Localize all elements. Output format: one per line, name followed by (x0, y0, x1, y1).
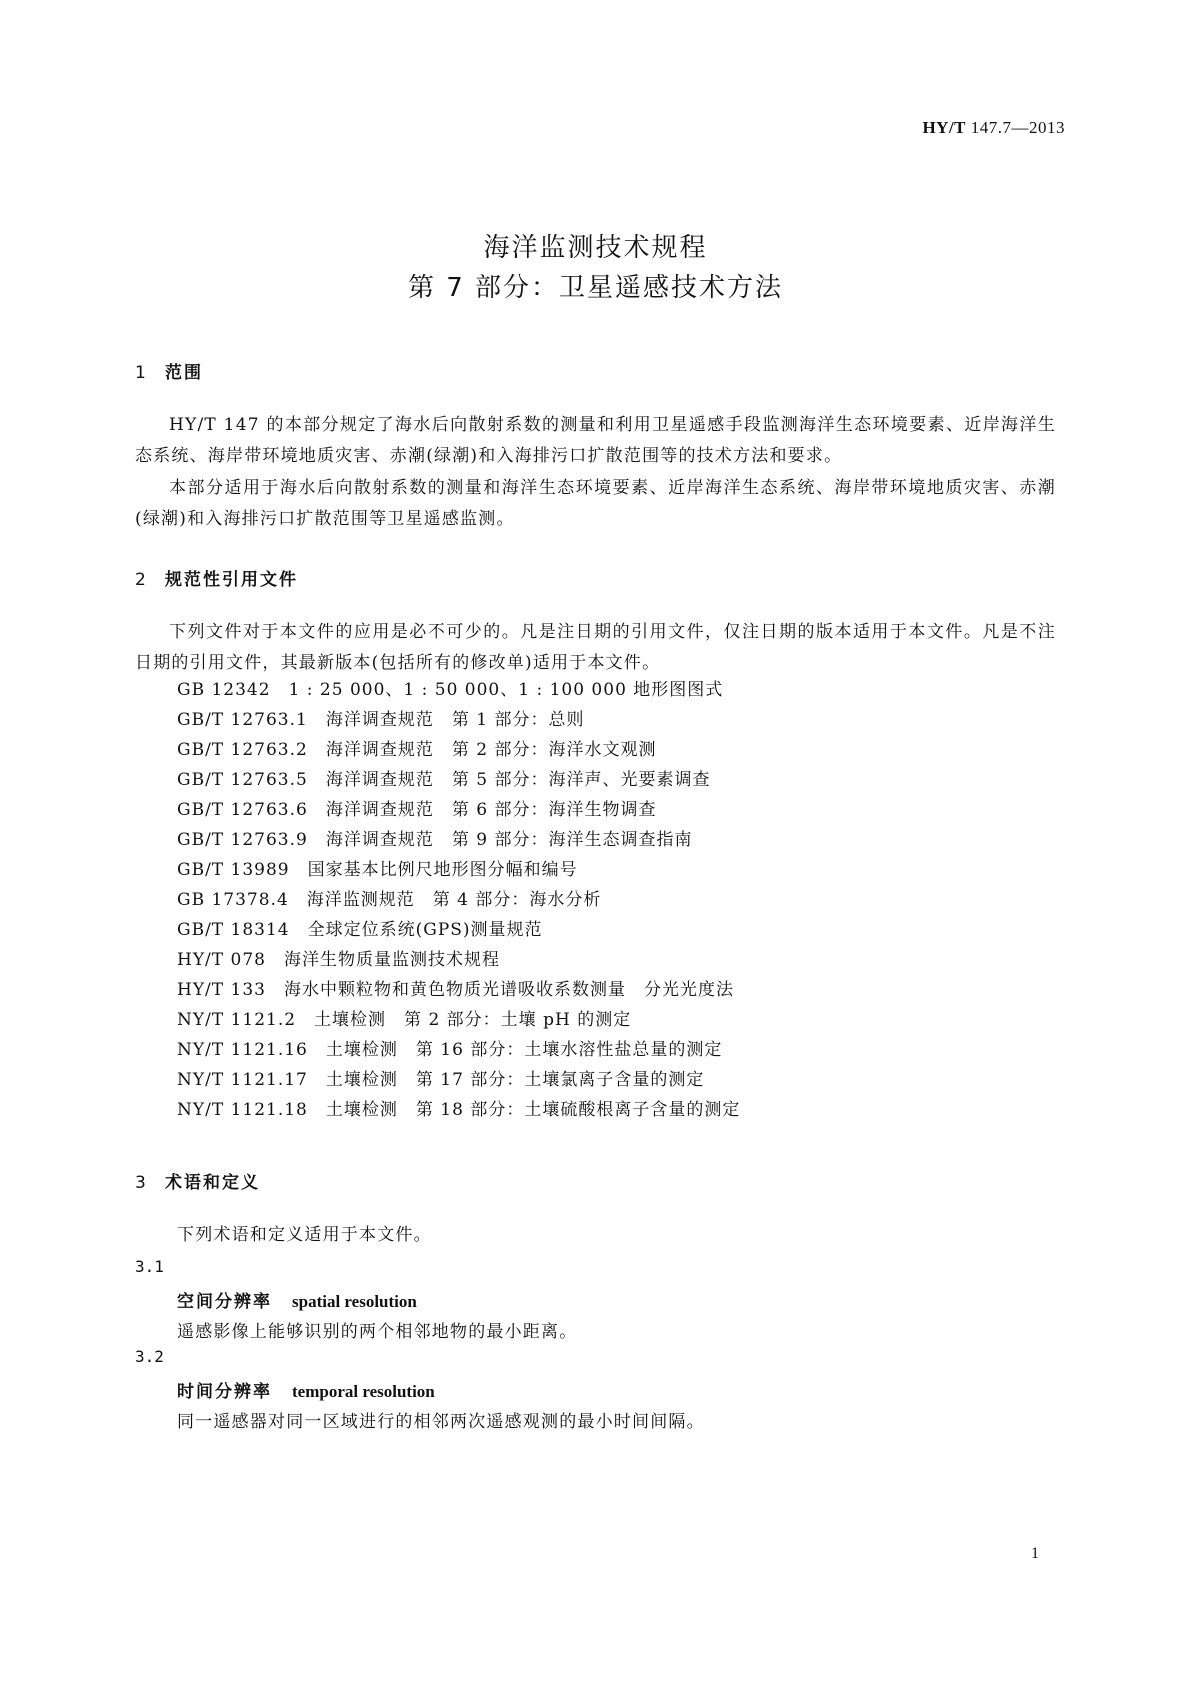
title-line-1: 海洋监测技术规程 (483, 233, 708, 263)
reference-title: 土壤检测 第 18 部分：土壤硫酸根离子含量的测定 (325, 1100, 741, 1120)
reference-title: 土壤检测 第 16 部分：土壤水溶性盐总量的测定 (325, 1040, 723, 1060)
title-line-2: 第 7 部分：卫星遥感技术方法 (407, 273, 784, 303)
reference-title: 海洋生物质量监测技术规程 (283, 950, 500, 970)
reference-item (177, 1098, 740, 1122)
standard-prefix: HY/T (922, 118, 966, 137)
reference-code: HY/T 078 (177, 950, 266, 970)
section-heading-scope (135, 358, 203, 383)
reference-item (177, 708, 584, 732)
term-definition: 同一遥感器对同一区域进行的相邻两次遥感观测的最小时间间隔。 (177, 1412, 705, 1432)
reference-code: GB/T 12763.9 (177, 830, 308, 850)
reference-item (177, 948, 500, 972)
reference-title: 土壤检测 第 2 部分：土壤 pH 的测定 (314, 1010, 632, 1030)
reference-code: GB/T 12763.1 (177, 710, 308, 730)
section-heading-normative (135, 565, 298, 590)
term-en: temporal resolution (292, 1382, 435, 1401)
reference-code: GB/T 18314 (177, 920, 290, 940)
scope-paragraph-2: 本部分适用于海水后向散射系数的测量和海洋生态环境要素、近岸海洋生态系统、海岸带环境地质灾害、赤潮(绿潮)和入海排污口扩散范围等卫星遥感监测。 (135, 478, 1056, 529)
section-number: 2 (135, 570, 148, 590)
reference-title: 海水中颗粒物和黄色物质光谱吸收系数测量 分光光度法 (283, 980, 734, 1000)
term-zh: 时间分辨率 (177, 1382, 272, 1402)
term-number: 3.2 (135, 1347, 164, 1366)
reference-code: NY/T 1121.18 (177, 1100, 308, 1120)
section-number: 1 (135, 363, 148, 383)
reference-title: 海洋调查规范 第 1 部分：总则 (325, 710, 585, 730)
terms-intro: 下列术语和定义适用于本文件。 (177, 1225, 432, 1245)
reference-code: GB/T 12763.5 (177, 770, 308, 790)
reference-item (177, 768, 710, 792)
term-en: spatial resolution (292, 1292, 417, 1311)
reference-code: HY/T 133 (177, 980, 266, 1000)
reference-item (177, 858, 578, 882)
term-definition: 遥感影像上能够识别的两个相邻地物的最小距离。 (177, 1322, 578, 1342)
standard-code (922, 118, 1065, 138)
reference-code: GB 17378.4 (177, 890, 289, 910)
reference-title: 海洋调查规范 第 6 部分：海洋生物调查 (325, 800, 657, 820)
section-title: 范围 (165, 363, 203, 383)
reference-code: GB/T 12763.6 (177, 800, 308, 820)
reference-item (177, 828, 692, 852)
reference-code: GB/T 13989 (177, 860, 290, 880)
reference-title: 海洋调查规范 第 2 部分：海洋水文观测 (325, 740, 657, 760)
page-number: 1 (1031, 1545, 1039, 1562)
reference-item (177, 1068, 704, 1092)
standard-number: 147.7—2013 (970, 118, 1065, 137)
reference-code: NY/T 1121.16 (177, 1040, 308, 1060)
section-heading-terms (135, 1168, 260, 1193)
reference-item (177, 1038, 722, 1062)
reference-title: 海洋调查规范 第 9 部分：海洋生态调查指南 (325, 830, 693, 850)
reference-item (177, 1008, 631, 1032)
scope-paragraph-1: HY/T 147 的本部分规定了海水后向散射系数的测量和利用卫星遥感手段监测海洋生态环境要素、近岸海洋生态系统、海岸带环境地质灾害、赤潮(绿潮)和入海排污口扩散范围等的技术方法和要求。 (135, 415, 1056, 466)
reference-item (177, 738, 656, 762)
reference-title: 全球定位系统(GPS)测量规范 (307, 920, 543, 940)
reference-code: NY/T 1121.17 (177, 1070, 308, 1090)
reference-code: GB/T 12763.2 (177, 740, 308, 760)
reference-title: 海洋监测规范 第 4 部分：海水分析 (306, 890, 602, 910)
reference-title: 海洋调查规范 第 5 部分：海洋声、光要素调查 (325, 770, 711, 790)
term-entry (177, 1287, 417, 1312)
reference-code: NY/T 1121.2 (177, 1010, 297, 1030)
reference-title: 国家基本比例尺地形图分幅和编号 (307, 860, 578, 880)
normative-intro: 下列文件对于本文件的应用是必不可少的。凡是注日期的引用文件，仅注日期的版本适用于本文件。凡是不注日期的引用文件，其最新版本(包括所有的修改单)适用于本文件。 (135, 622, 1056, 673)
reference-title: 1 : 25 000、1 : 50 000、1 : 100 000 地形图图式 (288, 680, 724, 700)
reference-item (177, 888, 601, 912)
section-number: 3 (135, 1173, 148, 1193)
document-title (0, 228, 1191, 308)
reference-title: 土壤检测 第 17 部分：土壤氯离子含量的测定 (325, 1070, 705, 1090)
term-zh: 空间分辨率 (177, 1292, 272, 1312)
reference-code: GB 12342 (177, 680, 271, 700)
reference-item (177, 798, 656, 822)
reference-item (177, 678, 723, 702)
term-entry (177, 1377, 435, 1402)
section-title: 术语和定义 (165, 1173, 260, 1193)
reference-item (177, 978, 734, 1002)
term-number: 3.1 (135, 1257, 164, 1276)
reference-item (177, 918, 543, 942)
section-title: 规范性引用文件 (165, 570, 298, 590)
